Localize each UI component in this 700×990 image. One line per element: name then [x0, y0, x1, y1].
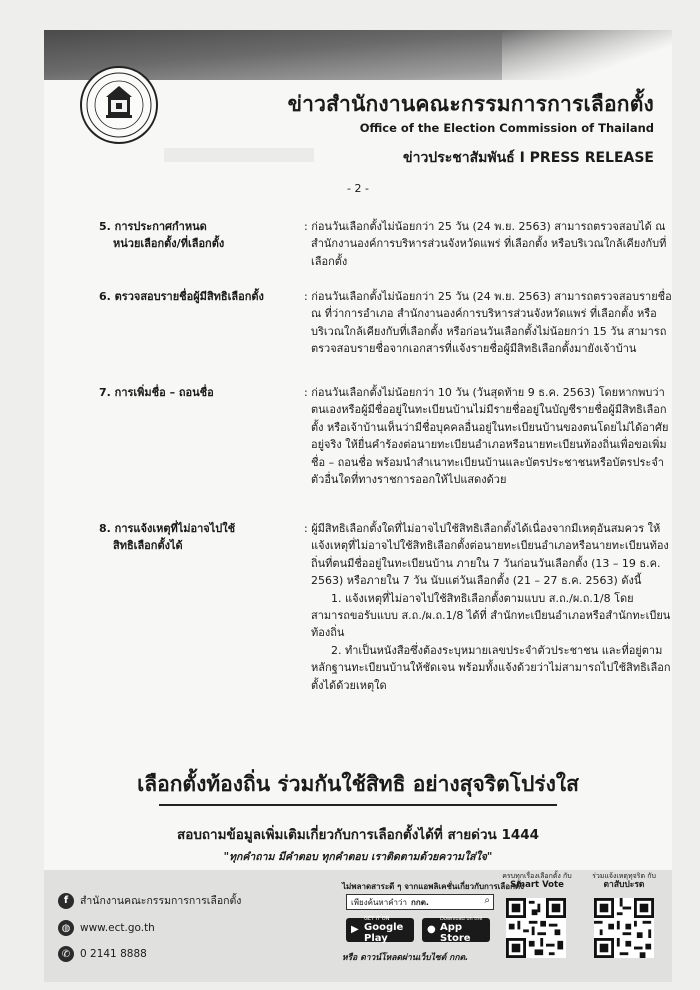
press-release-page [44, 30, 672, 982]
qr-caption-tasapparod: ร่วมแจ้งเหตุทุจริต กับ ตาสับปะรด [592, 872, 656, 890]
item-label: 5. การประกาศกำหนด หน่วยเลือกตั้ง/ที่เลือกตั้ง [99, 220, 225, 251]
slogan: เลือกตั้งท้องถิ่น ร่วมกันใช้สิทธิ อย่างสุจริตโปร่งใส [137, 772, 579, 796]
page-number: - 2 - [347, 182, 369, 195]
download-note: หรือ ดาวน์โหลดผ่านเว็บไซต์ กกต. [342, 953, 469, 963]
app-store-badge[interactable]: ● Download on the App Store [422, 918, 490, 942]
item-subpoint: 2. ทำเป็นหนังสือซึ่งต้องระบุหมายเลขประจำตัวประชาชน และที่อยู่ตามหลักฐานทะเบียนบ้านให้ชัดเจน พร้อมทั้งแจ้งด้วยว่าไม่สามารถไปใช้สิทธิเลือกตั้งได้ด้วยเหตุใด [311, 643, 671, 692]
bleed-through-line [164, 148, 314, 162]
item-text: : ก่อนวันเลือกตั้งไม่น้อยกว่า 25 วัน (24 พ.ย. 2563) สามารถตรวจสอบรายชื่อ ณ ที่ว่าการอำเภอ สำนักงานองค์การบริหารส่วนจังหวัดแพร่ ที่เลือกตั้ง หรือบริเวณใกล้เคียงกับที่เลือกตั้ง หรือก่อนวันเลือกตั้งไม่น้อยกว่า 15 วัน สามารถตรวจสอบรายชื่อจากเอกสารที่แจ้งรายชื่อผู้มีสิทธิเลือกตั้งมายังเจ้าบ้าน [304, 290, 672, 356]
play-icon: ▶ [351, 924, 359, 935]
emblem-graphic [84, 70, 154, 140]
hotline-text: สอบถามข้อมูลเพิ่มเติมเกี่ยวกับการเลือกตั้งได้ที่ สายด่วน 1444 [176, 827, 540, 843]
apple-icon: ● [427, 924, 436, 935]
qr-caption-smart-vote: ครบทุกเรื่องเลือกตั้ง กับ Smart Vote [502, 872, 572, 890]
website-contact[interactable]: ◍ www.ect.go.th [58, 920, 155, 936]
ect-emblem-icon [80, 66, 158, 144]
phone-contact[interactable]: ✆ 0 2141 8888 [58, 946, 147, 962]
facebook-icon: f [58, 893, 74, 909]
item-subpoint: 1. แจ้งเหตุที่ไม่อาจไปใช้สิทธิเลือกตั้งตามแบบ ส.ถ./ผ.ถ.1/8 โดยสามารถขอรับแบบ ส.ถ./ผ.ถ.1/8 ได้ที่ สำนักทะเบียนอำเภอหรือสำนักทะเบียนท้องถิ่น [311, 591, 671, 640]
qr-code-tasapparod[interactable] [594, 898, 654, 958]
qr-code-icon [506, 898, 566, 958]
office-title-en: Office of the Election Commission of Thailand [359, 121, 654, 135]
phone-icon: ✆ [58, 946, 74, 962]
item-label: 6. ตรวจสอบรายชื่อผู้มีสิทธิเลือกตั้ง [99, 290, 264, 303]
qr-code-smart-vote[interactable] [506, 898, 566, 958]
app-promo-title: ไม่พลาดสาระดี ๆ จากแอพลิเคชั่นเกี่ยวกับการเลือกตั้ง [342, 882, 525, 891]
item-text: : ก่อนวันเลือกตั้งไม่น้อยกว่า 25 วัน (24 พ.ย. 2563) สามารถตรวจสอบได้ ณ สำนักงานองค์การบริหารส่วนจังหวัดแพร่ ที่เลือกตั้ง หรือบริเวณใกล้เคียงกับที่เลือกตั้ง [304, 220, 667, 268]
press-release-label: ข่าวประชาสัมพันธ์ I PRESS RELEASE [403, 150, 654, 166]
google-play-badge[interactable]: ▶ GET IT ON Google Play [346, 918, 414, 942]
office-title-th: ข่าวสำนักงานคณะกรรมการการเลือกตั้ง [287, 92, 654, 116]
item-label: 7. การเพิ่มชื่อ – ถอนชื่อ [99, 386, 214, 399]
item-label: 8. การแจ้งเหตุที่ไม่อาจไปใช้ สิทธิเลือกตั้งได้ [99, 522, 236, 553]
facebook-contact[interactable]: f สำนักงานคณะกรรมการการเลือกตั้ง [58, 892, 241, 909]
qr-code-icon [594, 898, 654, 958]
globe-icon: ◍ [58, 920, 74, 936]
tagline: "ทุกคำถาม มีคำตอบ ทุกคำตอบ เราติดตามด้วยความใส่ใจ" [223, 851, 493, 863]
footer [44, 870, 672, 982]
item-text: : ก่อนวันเลือกตั้งไม่น้อยกว่า 10 วัน (วันสุดท้าย 9 ธ.ค. 2563) โดยหากพบว่าตนเองหรือผู้มีชื่ออยู่ในทะเบียนบ้านไม่มีรายชื่ออยู่ในบัญชีรายชื่อผู้มีสิทธิเลือกตั้ง หรือเจ้าบ้านเห็นว่ามีชื่อบุคคลอื่นอยู่ในทะเบียนบ้านของตนโดยไม่ได้อาศัยอยู่จริง ให้ยื่นคำร้องต่อนายทะเบียนอำเภอหรือนายทะเบียนท้องถิ่นเพื่อขอเพิ่มชื่อ – ถอนชื่อ พร้อมนำสำเนาทะเบียนบ้านและบัตรประชาชนหรือบัตรประจำตัวอื่นใดที่ทางราชการออกให้ไปแสดงด้วย [304, 386, 669, 487]
item-text: : ผู้มีสิทธิเลือกตั้งใดที่ไม่อาจไปใช้สิทธิเลือกตั้งได้เนื่องจากมีเหตุอันสมควร ให้แจ้งเหตุที่ไม่อาจไปใช้สิทธิเลือกตั้งต่อนายทะเบียนอำเภอหรือนายทะเบียนท้องถิ่นที่ตนมีชื่ออยู่ในทะเบียนบ้าน ภายใน 7 วันก่อนวันเลือกตั้ง (13 – 19 ธ.ค. 2563) หรือภายใน 7 วัน นับแต่วันเลือกตั้ง (21 – 27 ธ.ค. 2563) ดังนี้ 1. แจ้งเหตุที่ไม่อาจไปใช้สิทธิเลือกตั้งตามแบบ ส.ถ./ผ.ถ.1/8 โดยสามารถขอรับแบบ ส.ถ./ผ.ถ.1/8 ได้ที่ สำนักทะเบียนอำเภอหรือสำนักทะเบียนท้องถิ่น 2. ทำเป็นหนังสือซึ่งต้องระบุหมายเลขประจำตัวประชาชน และที่อยู่ตามหลักฐานทะเบียนบ้านให้ชัดเจน พร้อมทั้งแจ้งด้วยว่าไม่สามารถไปใช้สิทธิเลือกตั้งได้ด้วยเหตุใด [304, 520, 672, 694]
app-search-box: เพียงค้นหาคำว่า กกต. ⌕ [346, 894, 494, 910]
divider [159, 804, 557, 806]
search-icon: ⌕ [484, 895, 490, 906]
